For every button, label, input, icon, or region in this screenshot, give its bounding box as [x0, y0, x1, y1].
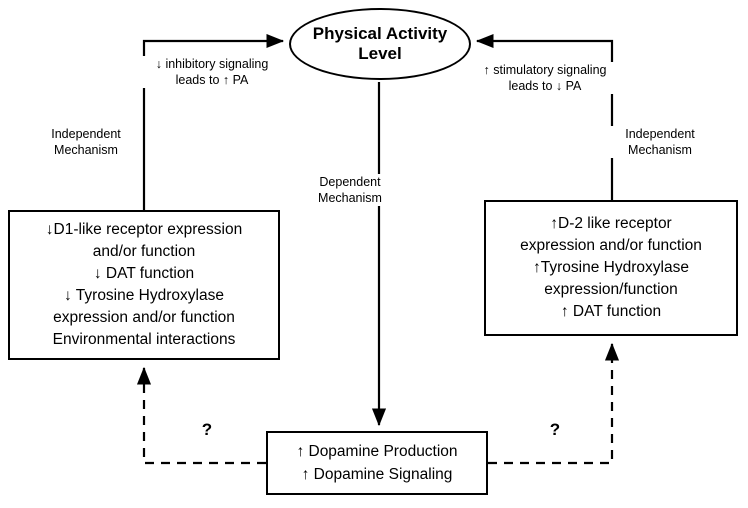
label-independent-mechanism-left: [34, 126, 138, 158]
label-inhibitory-signaling-line-1: ↓ inhibitory signaling: [155, 57, 269, 71]
pa-node-line-2: Level: [358, 44, 402, 63]
label-independent-mechanism-right-line-2: Mechanism: [628, 143, 692, 157]
label-dependent-mechanism-line-1: Dependent: [319, 175, 381, 189]
label-independent-mechanism-left-line-2: Mechanism: [54, 143, 118, 157]
d1-like-receptor-node: [8, 210, 280, 360]
label-dependent-mechanism-line-2: Mechanism: [318, 191, 382, 205]
left-node-line-2: and/or function: [92, 243, 196, 260]
label-inhibitory-signaling-line-2: leads to ↑ PA: [175, 73, 249, 87]
question-mark-right: ?: [546, 420, 564, 440]
pa-node-line-1: Physical Activity: [312, 24, 448, 43]
bottom-node-line-1: ↑ Dopamine Production: [296, 443, 458, 460]
label-stimulatory-signaling: [470, 62, 620, 94]
left-node-line-6: Environmental interactions: [52, 331, 236, 348]
left-node-line-3: ↓ DAT function: [93, 265, 195, 282]
left-node-line-1: ↓D1-like receptor expression: [45, 221, 243, 238]
right-node-line-3: ↑Tyrosine Hydroxylase: [533, 259, 689, 276]
right-node-line-5: ↑ DAT function: [560, 303, 662, 320]
physical-activity-level-node: [289, 8, 471, 80]
right-node-line-2: expression and/or function: [520, 237, 702, 254]
bottom-node-line-2: ↑ Dopamine Signaling: [301, 466, 453, 483]
label-independent-mechanism-right-line-1: Independent: [625, 127, 695, 141]
question-mark-left: ?: [198, 420, 216, 440]
left-node-line-5: expression and/or function: [53, 309, 235, 326]
label-stimulatory-signaling-line-2: leads to ↓ PA: [508, 79, 582, 93]
label-dependent-mechanism: [294, 174, 406, 206]
right-node-line-1: ↑D-2 like receptor: [550, 215, 672, 232]
label-stimulatory-signaling-line-1: ↑ stimulatory signaling: [483, 63, 607, 77]
connector-dopamine-to-right-dashed: [488, 344, 612, 463]
right-node-line-4: expression/function: [544, 281, 678, 298]
label-inhibitory-signaling: [142, 56, 282, 88]
d2-like-receptor-node: [484, 200, 738, 336]
label-independent-mechanism-right: [608, 126, 712, 158]
connector-dopamine-to-left-dashed: [144, 368, 266, 463]
left-node-line-4: ↓ Tyrosine Hydroxylase: [64, 287, 224, 304]
dopamine-node: [266, 431, 488, 495]
label-independent-mechanism-left-line-1: Independent: [51, 127, 121, 141]
